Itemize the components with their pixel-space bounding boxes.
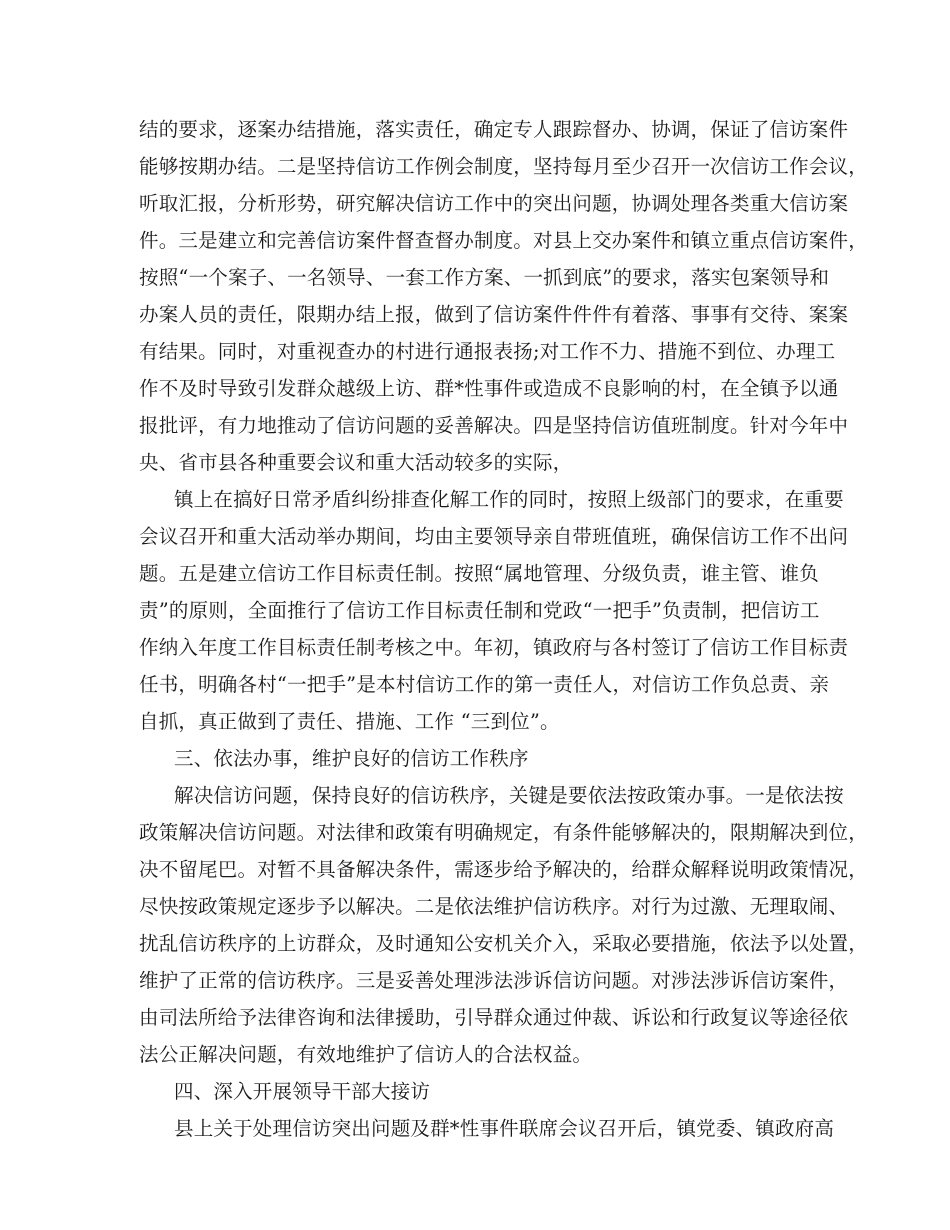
text-line: 按照“一个案子、一名领导、一套工作方案、一抓到底”的要求，落实包案领导和 bbox=[139, 266, 830, 289]
text-line: 件。三是建立和完善信访案件督查督办制度。对县上交办案件和镇立重点信访案件， bbox=[139, 229, 868, 252]
paragraph-start-line: 镇上在搞好日常矛盾纠纷排查化解工作的同时，按照上级部门的要求，在重要 bbox=[174, 488, 844, 511]
text-line: 结的要求，逐案办结措施，落实责任，确定专人跟踪督办、协调，保证了信访案件 bbox=[139, 118, 849, 141]
text-line: 自抓，真正做到了责任、措施、工作 “三到位”。 bbox=[139, 710, 560, 733]
section-heading: 四、深入开展领导干部大接访 bbox=[174, 1080, 431, 1103]
text-line: 作不及时导致引发群众越级上访、群*性事件或造成不良影响的村，在全镇予以通 bbox=[139, 377, 839, 400]
text-line: 会议召开和重大活动举办期间，均由主要领导亲自带班值班，确保信访工作不出问 bbox=[139, 525, 849, 548]
text-line: 决不留尾巴。对暂不具备解决条件，需逐步给予解决的，给群众解释说明政策情况， bbox=[139, 858, 868, 881]
paragraph-start-line: 县上关于处理信访突出问题及群*性事件联席会议召开后，镇党委、镇政府高 bbox=[174, 1117, 835, 1140]
text-line: 听取汇报，分析形势，研究解决信访工作中的突出问题，协调处理各类重大信访案 bbox=[139, 192, 849, 215]
section-heading: 三、依法办事，维护良好的信访工作秩序 bbox=[174, 747, 529, 770]
text-line: 尽快按政策规定逐步予以解决。二是依法维护信访秩序。对行为过激、无理取闹、 bbox=[139, 895, 849, 918]
text-line: 作纳入年度工作目标责任制考核之中。年初，镇政府与各村签订了信访工作目标责 bbox=[139, 636, 849, 659]
text-line: 维护了正常的信访秩序。三是妥善处理涉法涉诉信访问题。对涉法涉诉信访案件， bbox=[139, 969, 849, 992]
text-line: 法公正解决问题，有效地维护了信访人的合法权益。 bbox=[139, 1043, 593, 1066]
text-line: 办案人员的责任，限期办结上报，做到了信访案件件件有着落、事事有交待、案案 bbox=[139, 303, 849, 326]
text-line: 由司法所给予法律咨询和法律援助，引导群众通过仲裁、诉讼和行政复议等途径依 bbox=[139, 1006, 849, 1029]
text-line: 政策解决信访问题。对法律和政策有明确规定，有条件能够解决的，限期解决到位， bbox=[139, 821, 868, 844]
text-line: 央、省市县各种重要会议和重大活动较多的实际， bbox=[139, 451, 573, 474]
text-line: 报批评，有力地推动了信访问题的妥善解决。四是坚持信访值班制度。针对今年中 bbox=[139, 414, 849, 437]
text-line: 能够按期办结。二是坚持信访工作例会制度，坚持每月至少召开一次信访工作会议， bbox=[139, 155, 868, 178]
text-line: 责”的原则，全面推行了信访工作目标责任制和党政“一把手”负责制，把信访工 bbox=[139, 599, 820, 622]
text-line: 任书，明确各村“一把手”是本村信访工作的第一责任人，对信访工作负总责、亲 bbox=[139, 673, 830, 696]
text-line: 有结果。同时，对重视查办的村进行通报表扬;对工作不力、措施不到位、办理工 bbox=[139, 340, 836, 363]
text-line: 题。五是建立信访工作目标责任制。按照“属地管理、分级负责，谁主管、谁负 bbox=[139, 562, 819, 585]
text-line: 扰乱信访秩序的上访群众，及时通知公安机关介入，采取必要措施，依法予以处置， bbox=[139, 932, 868, 955]
paragraph-start-line: 解决信访问题，保持良好的信访秩序，关键是要依法按政策办事。一是依法按 bbox=[174, 784, 844, 807]
